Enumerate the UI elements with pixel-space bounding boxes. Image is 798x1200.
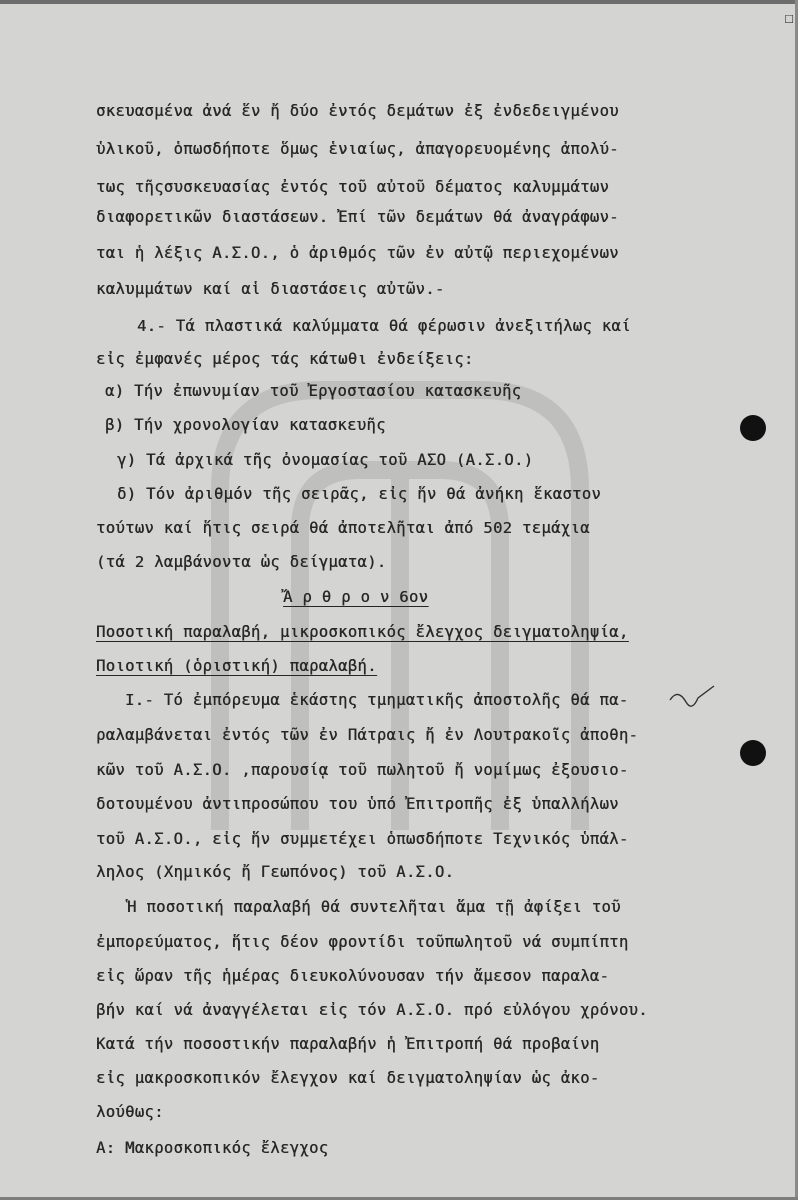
- punch-hole-upper: [740, 415, 766, 441]
- list-item-d: δ) Τόν ἀριθμόν τῆς σειρᾶς, εἰς ἥν θά ἀνήκη ἕκαστον: [117, 485, 602, 503]
- text-line: καλυμμάτων καί αἱ διαστάσεις αὐτῶν.-: [96, 280, 445, 298]
- section-heading-line-2: Ποιοτική (ὁριστική) παραλαβή.: [96, 657, 377, 675]
- text-line: ἐμπορεύματος, ἥτις δέον φροντίδι τοῦπωλητοῦ νά συμπίπτη: [96, 933, 629, 951]
- text-line: δοτουμένου ἀντιπροσώπου του ὑπό Ἐπιτροπῆς ἐξ ὑπαλλήλων: [96, 795, 619, 813]
- text-line: ὑλικοῦ, ὁπωσδήποτε ὅμως ἑνιαίως, ἀπαγορευομένης ἀπολύ-: [96, 140, 619, 158]
- text-line: I.- Τό ἐμπόρευμα ἑκάστης τμηματικῆς ἀποστολῆς θά πα-: [125, 691, 629, 709]
- text-line: ται ἡ λέξις Α.Σ.Ο., ὁ ἀριθμός τῶν ἐν αὐτῷ περιεχομένων: [96, 244, 619, 262]
- section-heading-line-1: Ποσοτική παραλαβή, μικροσκοπικός ἔλεγχος δειγματοληψία,: [96, 623, 629, 641]
- text-line: εἰς μακροσκοπικόν ἔλεγχον καί δειγματοληψίαν ὡς ἀκο-: [96, 1069, 600, 1087]
- text-line: κῶν τοῦ Α.Σ.Ο. ,παρουσίᾳ τοῦ πωλητοῦ ἤ νομίμως ἐξουσιο-: [96, 761, 629, 779]
- text-line: εἰς ἐμφανές μέρος τάς κάτωθι ἐνδείξεις:: [96, 350, 474, 368]
- article-heading: Ἄ ρ θ ρ ο ν 6ον: [283, 588, 429, 606]
- corner-mark: ☐: [784, 8, 794, 27]
- list-item-c: γ) Τά ἀρχικά τῆς ὀνομασίας τοῦ ΑΣΟ (Α.Σ.Ο.): [117, 451, 534, 469]
- text-line: ραλαμβάνεται ἐντός τῶν ἐν Πάτραις ἤ ἐν Λουτρακοῖς ἀποθη-: [96, 726, 639, 744]
- list-item-a: α) Τήν ἐπωνυμίαν τοῦ Ἐργοστασίου κατασκευῆς: [105, 382, 522, 400]
- handwritten-mark: [668, 680, 718, 720]
- text-line: τως τῆςσυσκευασίας ἐντός τοῦ αὐτοῦ δέματος καλυμμάτων: [96, 178, 610, 196]
- list-item-b: β) Τήν χρονολογίαν κατασκευῆς: [105, 416, 386, 434]
- subsection-heading: Α: Μακροσκοπικός ἔλεγχος: [96, 1139, 329, 1157]
- text-line: βήν καί νά ἀναγγέλεται εἰς τόν Α.Σ.Ο. πρό εὐλόγου χρόνου.: [96, 1001, 648, 1019]
- text-line: λούθως:: [96, 1103, 164, 1121]
- text-line: σκευασμένα ἀνά ἕν ἤ δύο ἐντός δεμάτων ἐξ ἐνδεδειγμένου: [96, 102, 619, 120]
- text-line: (τά 2 λαμβάνοντα ὡς δείγματα).: [96, 553, 387, 571]
- punch-hole-lower: [740, 740, 766, 766]
- text-line: Ἡ ποσοτική παραλαβή θά συντελῆται ἅμα τῇ ἀφίξει τοῦ: [127, 898, 621, 916]
- text-line: 4.- Τά πλαστικά καλύμματα θά φέρωσιν ἀνεξιτήλως καί: [137, 317, 631, 335]
- text-line: τοῦ Α.Σ.Ο., εἰς ἥν συμμετέχει ὁπωσδήποτε Τεχνικός ὑπάλ-: [96, 830, 629, 848]
- scan-edge-top: [0, 0, 798, 4]
- text-line: τούτων καί ἥτις σειρά θά ἀποτελῆται ἀπό 502 τεμάχια: [96, 519, 590, 537]
- text-line: Κατά τήν ποσοστικήν παραλαβήν ἡ Ἐπιτροπή θά προβαίνη: [96, 1035, 600, 1053]
- text-line: διαφορετικῶν διαστάσεων. Ἐπί τῶν δεμάτων θά ἀναγράφων-: [96, 208, 619, 226]
- text-line: εἰς ὥραν τῆς ἡμέρας διευκολύνουσαν τήν ἄμεσον παραλα-: [96, 967, 610, 985]
- text-line: ληλος (Χημικός ἤ Γεωπόνος) τοῦ Α.Σ.Ο.: [96, 863, 455, 881]
